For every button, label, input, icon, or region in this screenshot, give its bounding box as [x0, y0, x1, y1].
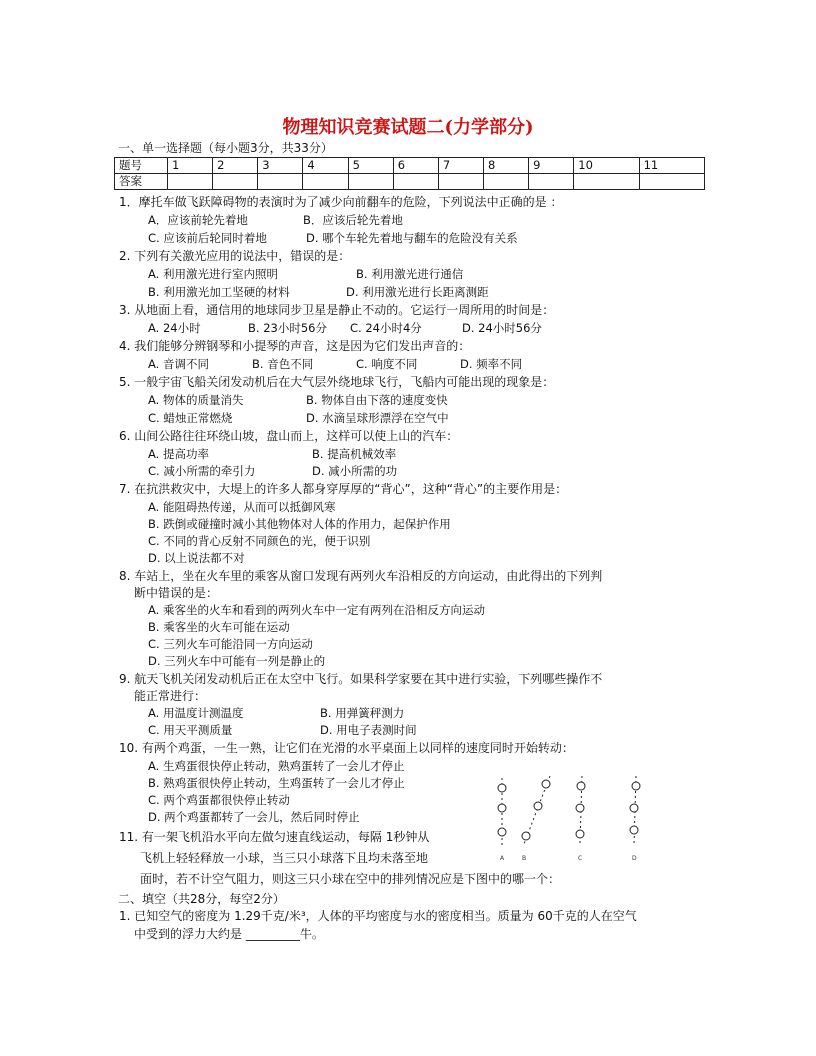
question-7: 7. 在抗洪救灾中，大堤上的许多人都身穿厚厚的“背心”，这种“背心”的主要作用是： [119, 482, 568, 496]
ball [498, 828, 506, 836]
section-heading-fill: 二、填空（共28分，每空2分） [118, 892, 285, 906]
option-b: B. 熟鸡蛋很快停止转动，生鸡蛋转了一会儿才停止 [148, 776, 405, 790]
diagram-label-a: A [500, 855, 505, 862]
option-b: B．应该后轮先着地 [303, 213, 403, 227]
question-11-cont: 飞机上轻轻释放一小球，当三只小球落下且均未落至地 [140, 851, 429, 865]
ball [632, 782, 640, 790]
answer-cell[interactable] [483, 174, 528, 190]
answer-cell[interactable] [213, 174, 258, 190]
option-a: A. 物体的质量消失 [148, 393, 244, 407]
question-2: 2. 下列有关激光应用的说法中，错误的是： [119, 249, 351, 263]
diagram-label-b: B [522, 855, 527, 862]
option-b: B. 跌倒或碰撞时减小其他物体对人体的作用力，起保护作用 [148, 517, 451, 531]
table-cell: 1 [168, 158, 213, 174]
option-c: C. 两个鸡蛋都很快停止转动 [148, 793, 290, 807]
option-c: C. 三列火车可能沿同一方向运动 [148, 637, 313, 651]
table-row [115, 174, 705, 190]
option-d: D. 用电子表测时间 [320, 723, 417, 737]
question-11: 11. 有一架飞机沿水平向左做匀速直线运动，每隔 1秒钟从 [119, 830, 430, 844]
table-cell: 6 [393, 158, 438, 174]
answer-cell[interactable] [438, 174, 483, 190]
question-8-cont: 断中错误的是： [134, 586, 219, 600]
fill-question-1-cont: 中受到的浮力大约是 _________牛。 [134, 927, 324, 941]
option-b: B. 乘客坐的火车可能在运动 [148, 620, 290, 634]
option-d: D. 24小时56分 [462, 321, 542, 335]
falling-balls-diagram [484, 772, 654, 862]
answer-cell[interactable] [574, 174, 639, 190]
answer-cell[interactable] [529, 174, 574, 190]
option-a: A．应该前轮先着地 [148, 213, 248, 227]
option-b2: B. 利用激光加工坚硬的材料 [148, 285, 290, 299]
ball [498, 784, 506, 792]
diagram-label-d: D [632, 855, 637, 862]
question-1: 1．摩托车做飞跃障碍物的表演时为了减少向前翻车的危险，下列说法中正确的是 ： [119, 195, 563, 209]
answer-cell[interactable] [639, 174, 704, 190]
option-a: A. 用温度计测温度 [148, 706, 244, 720]
ball [630, 826, 638, 834]
option-d: D. 以上说法都不对 [148, 551, 245, 565]
table-cell: 7 [438, 158, 483, 174]
option-a: A. 能阻碍热传递，从而可以抵御风寒 [148, 500, 336, 514]
ball [522, 832, 530, 840]
option-c: C. 不同的背心反射不同颜色的光，便于识别 [148, 534, 371, 548]
diagram-label-c: C [578, 855, 583, 862]
table-cell: 10 [574, 158, 639, 174]
ball [577, 782, 585, 790]
table-cell: 8 [483, 158, 528, 174]
table-cell: 11 [639, 158, 704, 174]
option-d: D. 两个鸡蛋都转了一会儿，然后同时停止 [148, 810, 360, 824]
question-10: 10. 有两个鸡蛋，一生一熟，让它们在光滑的水平桌面上以同样的速度同时开始转动： [119, 741, 574, 755]
answer-table [114, 157, 705, 190]
section-heading-choice: 一、单一选择题（每小题3分，共33分） [118, 141, 333, 155]
answer-cell[interactable] [348, 174, 393, 190]
question-8: 8. 车站上，坐在火车里的乘客从窗口发现有两列火车沿相反的方向运动，由此得出的下列判 [119, 569, 603, 583]
option-c: C. 24小时4分 [350, 321, 422, 335]
option-c: C. 用天平测质量 [148, 723, 233, 737]
question-6: 6. 山间公路往往环绕山坡，盘山而上，这样可以使上山的汽车： [119, 429, 459, 443]
table-cell: 答案 [115, 174, 168, 190]
answer-cell[interactable] [168, 174, 213, 190]
page-title: 物理知识竞赛试题二(力学部分) [282, 117, 534, 138]
table-row [115, 158, 705, 174]
option-a: A. 音调不同 [148, 357, 209, 371]
option-b: B. 利用激光进行通信 [356, 267, 464, 281]
question-9-cont: 能正常进行： [134, 689, 207, 703]
table-cell: 题号 [115, 158, 168, 174]
table-cell: 3 [258, 158, 303, 174]
ball [576, 830, 584, 838]
option-c: C. 响度不同 [356, 357, 418, 371]
question-5: 5. 一般宇宙飞船关闭发动机后在大气层外绕地球飞行，飞船内可能出现的现象是： [119, 375, 555, 389]
option-b: B. 物体自由下落的速度变快 [306, 393, 448, 407]
option-d: D. 频率不同 [460, 357, 523, 371]
option-a: A. 生鸡蛋很快停止转动，熟鸡蛋转了一会儿才停止 [148, 759, 405, 773]
ball [498, 804, 506, 812]
option-b: B. 23小时56分 [248, 321, 327, 335]
fill-question-1: 1. 已知空气的密度为 1.29千克/米³，人体的平均密度与水的密度相当。质量为 60千克的人在空气 [119, 909, 637, 923]
question-4: 4. 我们能够分辨钢琴和小提琴的声音，这是因为它们发出声音的： [119, 339, 471, 353]
question-9: 9. 航天飞机关闭发动机后正在太空中飞行。如果科学家要在其中进行实验，下列哪些操作不 [119, 672, 603, 686]
answer-cell[interactable] [393, 174, 438, 190]
table-cell: 2 [213, 158, 258, 174]
option-a: A. 提高功率 [148, 447, 209, 461]
option-c: C. 减小所需的牵引力 [148, 464, 256, 478]
option-c: C. 应该前后轮同时着地 [148, 231, 267, 245]
ball [630, 804, 638, 812]
option-b: B. 音色不同 [252, 357, 314, 371]
option-b: B. 用弹簧秤测力 [320, 706, 405, 720]
option-a: A. 利用激光进行室内照明 [148, 267, 278, 281]
option-d: D. 三列火车中可能有一列是静止的 [148, 654, 326, 668]
option-a: A. 乘客坐的火车和看到的两列火车中一定有两列在沿相反方向运动 [148, 603, 485, 617]
table-cell: 9 [529, 158, 574, 174]
option-c: C. 蜡烛正常燃烧 [148, 411, 233, 425]
option-d: D. 利用激光进行长距离测距 [346, 285, 489, 299]
ball [542, 780, 550, 788]
option-d: D. 哪个车轮先着地与翻车的危险没有关系 [306, 231, 518, 245]
answer-cell[interactable] [303, 174, 348, 190]
option-d: D. 水滴呈球形漂浮在空气中 [306, 411, 449, 425]
table-cell: 5 [348, 158, 393, 174]
table-cell: 4 [303, 158, 348, 174]
option-b: B. 提高机械效率 [312, 447, 397, 461]
question-11-cont2: 面时，若不计空气阻力，则这三只小球在空中的排列情况应是下图中的哪一个： [140, 872, 561, 886]
option-a: A. 24小时 [148, 321, 201, 335]
option-d: D. 减小所需的功 [312, 464, 398, 478]
ball [534, 802, 542, 810]
question-3: 3. 从地面上看，通信用的地球同步卫星是静止不动的。它运行一周所用的时间是： [119, 303, 555, 317]
ball [576, 804, 584, 812]
answer-cell[interactable] [258, 174, 303, 190]
